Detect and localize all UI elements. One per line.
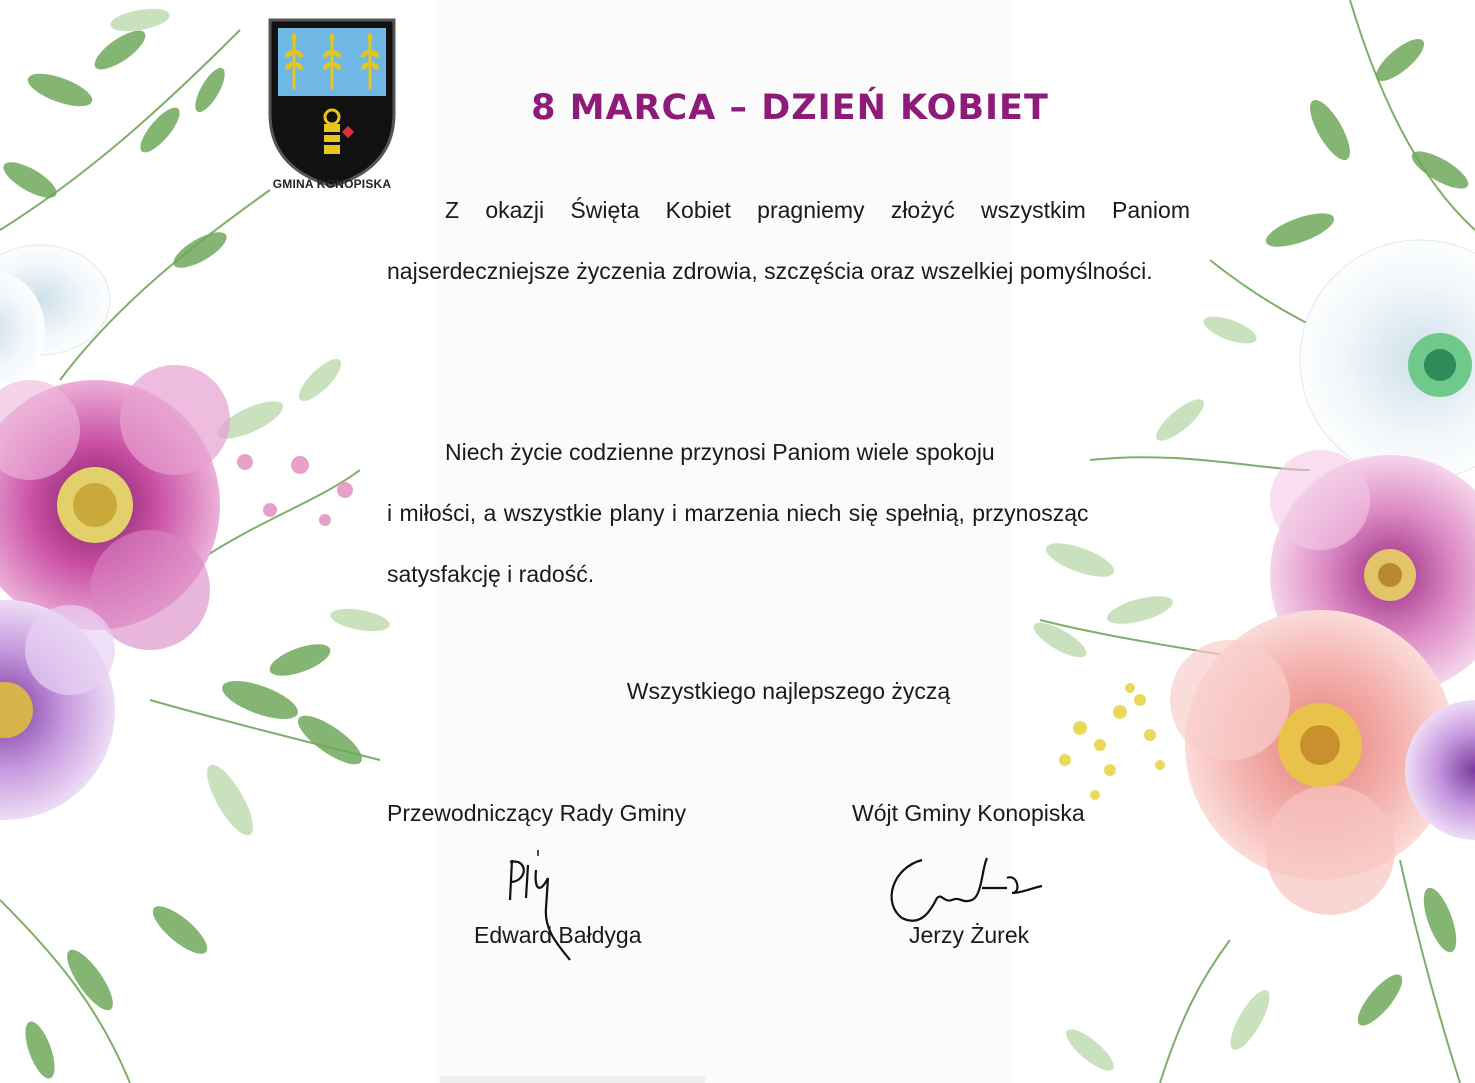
paragraph-2-line: Niech życie codzienne przynosi Paniom wiele spokoju	[445, 439, 995, 465]
page-title: 8 MARCA – DZIEŃ KOBIET	[531, 88, 1049, 128]
crest-label: GMINA KONOPISKA	[272, 177, 392, 191]
signature-right-image	[882, 848, 1052, 928]
paragraph-2-line: satysfakcję i radość.	[387, 561, 595, 587]
signatory-right-name: Jerzy Żurek	[909, 922, 1030, 948]
gmina-crest-logo	[258, 14, 406, 194]
signatory-left-name: Edward Bałdyga	[474, 922, 642, 948]
signatory-right-role: Wójt Gminy Konopiska	[852, 800, 1085, 826]
closing-wishes: Wszystkiego najlepszego życzą	[626, 678, 951, 704]
greeting-paragraph-1: Z okazji Święta Kobiet pragniemy złożyć wszystkim Paniom najserdeczniejsze życzenia zdrowia, szczęścia oraz wszelkiej pomyślności.	[387, 197, 1190, 284]
greeting-paragraph-2	[387, 422, 1190, 605]
signatory-left-role: Przewodniczący Rady Gminy	[387, 800, 687, 826]
paragraph-2-line: i miłości, a wszystkie plany i marzenia niech się spełnią, przynosząc	[387, 500, 1089, 526]
